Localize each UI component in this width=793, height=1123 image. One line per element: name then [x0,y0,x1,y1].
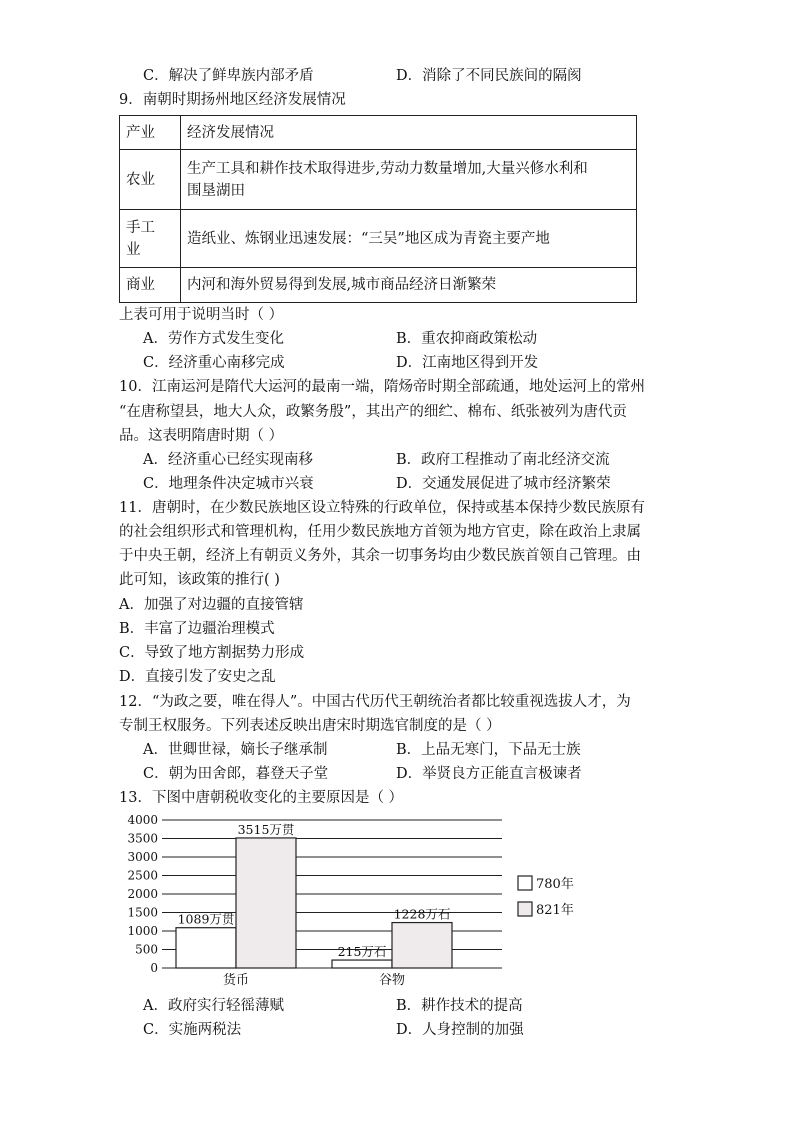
q9-option-a: A．劳作方式发生变化 [143,331,284,347]
table-cell-text: 造纸业、炼钢业迅速发展：“三吴”地区成为青瓷主要产地 [181,210,637,268]
q12-option-a: A．世卿世禄，嫡长子继承制 [143,742,328,758]
q10-option-d: D．交通发展促进了城市经济繁荣 [396,476,611,492]
table-cell-label [120,210,181,268]
legend-swatch [518,902,532,916]
economy-table [119,115,637,303]
q12-stem-line: 12．“为政之要，唯在得人”。中国古代历代王朝统治者都比较重视选拔人才，为 [119,694,631,710]
y-tick-label: 3000 [127,850,158,864]
table-cell-text [181,150,637,210]
q12-option-d: D．举贤良方正能直言极谏者 [396,766,582,782]
q8-option-c: C．解决了鲜卑族内部矛盾 [143,68,314,84]
bar [176,928,236,968]
q11-stem-line: 的社会组织形式和管理机构，任用少数民族地方首领为地方官吏，除在政治上隶属 [119,524,641,540]
y-tick-label: 500 [135,942,158,957]
table-header-situation: 经济发展情况 [181,116,637,150]
bar [392,923,452,968]
bar [236,838,296,968]
q10-option-a: A．经济重心已经实现南移 [143,452,313,468]
q11-option-c: C．导致了地方割据势力形成 [119,645,305,661]
q12-stem-line: 专制王权服务。下列表述反映出唐宋时期选官制度的是（ ） [119,718,501,734]
legend-label: 780年 [536,877,574,892]
q11-option-b: B．丰富了边疆治理模式 [119,621,275,637]
x-tick-label: 谷物 [378,973,406,988]
table-cell-line: 围垦湖田 [187,182,245,199]
tax-bar-chart [110,810,590,990]
q12-option-b: B．上品无寒门，下品无士族 [396,742,581,758]
table-cell-label: 农业 [120,150,181,210]
q8-option-d: D．消除了不同民族间的隔阂 [396,68,582,84]
q13-option-c: C．实施两税法 [143,1022,242,1038]
q10-stem-line: 10．江南运河是隋代大运河的最南一端，隋炀帝时期全部疏通，地处运河上的常州 [119,379,645,395]
q9-option-c: C．经济重心南移完成 [143,355,285,371]
data-label: 1228万石 [393,906,451,922]
y-tick-label: 0 [150,961,158,975]
y-tick-label: 2500 [127,868,158,883]
legend-label: 821年 [536,903,574,918]
table-cell-label: 商业 [120,268,181,303]
table-cell-line: 生产工具和耕作技术取得进步,劳动力数量增加,大量兴修水利和 [187,160,588,177]
y-tick-label: 3500 [127,831,158,846]
q11-option-d: D．直接引发了安史之乱 [119,669,276,685]
y-tick-label: 4000 [127,813,158,827]
x-tick-label: 货币 [222,973,250,988]
table-cell-label-line: 业 [126,241,141,258]
q10-stem-line: 品。这表明隋唐时期（ ） [119,428,284,444]
q10-option-c: C．地理条件决定城市兴衰 [143,476,314,492]
table-row [120,150,637,210]
q11-stem-line: 于中央王朝，经济上有朝贡义务外，其余一切事务均由少数民族首领自己管理。由 [119,548,641,564]
q9-stem: 9．南朝时期扬州地区经济发展情况 [119,92,346,108]
table-header-industry: 产业 [120,116,181,150]
q13-option-a: A．政府实行轻徭薄赋 [143,998,284,1014]
y-tick-label: 1000 [127,924,158,938]
q11-option-a: A．加强了对边疆的直接管辖 [119,597,304,613]
q11-stem-line: 11．唐朝时，在少数民族地区设立特殊的行政单位，保持或基本保持少数民族原有 [119,500,645,516]
q13-stem: 13．下图中唐朝税收变化的主要原因是（ ） [119,790,404,806]
table-cell-text: 内河和海外贸易得到发展,城市商品经济日渐繁荣 [181,268,637,303]
table-row [120,210,637,268]
q9-option-b: B．重农抑商政策松动 [396,331,538,347]
table-row [120,116,637,150]
y-tick-label: 2000 [127,887,158,901]
table-cell-label-line: 手工 [126,219,155,236]
y-tick-label: 1500 [127,905,158,920]
q10-stem-line: “在唐称望县，地大人众，政繁务殷”，其出产的细纻、棉布、纸张被列为唐代贡 [119,404,627,420]
table-row [120,268,637,303]
q13-option-b: B．耕作技术的提高 [396,998,523,1014]
data-label: 3515万贯 [237,821,295,837]
q12-option-c: C．朝为田舍郎，暮登天子堂 [143,766,329,782]
q11-stem-line: 此可知，该政策的推行( ) [119,572,280,588]
bar [332,960,392,968]
q10-option-b: B．政府工程推动了南北经济交流 [396,452,610,468]
q9-prompt: 上表可用于说明当时（ ） [119,307,284,323]
data-label: 1089万贯 [177,911,235,927]
q13-option-d: D．人身控制的加强 [396,1022,524,1038]
data-label: 215万石 [337,944,387,960]
q9-option-d: D．江南地区得到开发 [396,355,539,371]
legend-swatch [518,876,532,890]
